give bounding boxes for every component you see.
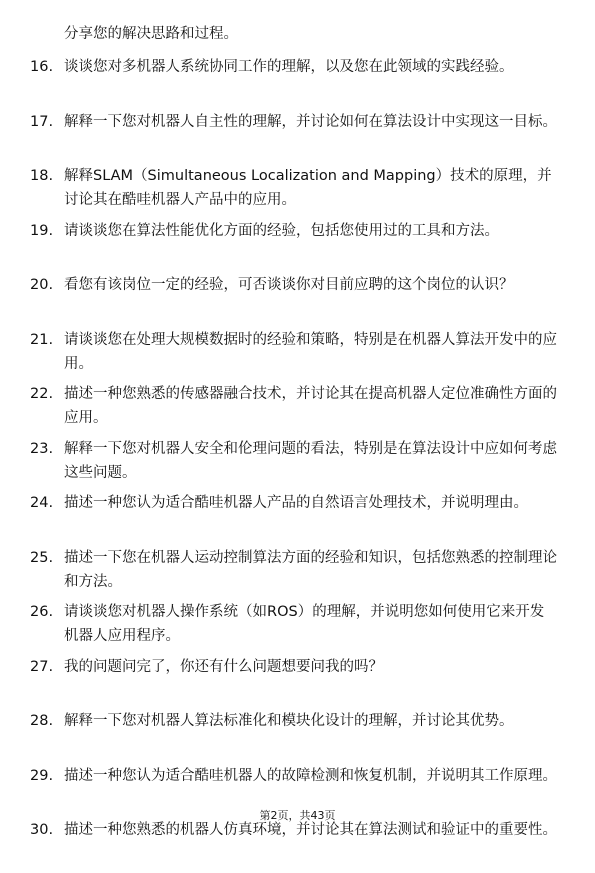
question-number: 24. (30, 495, 54, 511)
question-number: 16. (30, 59, 54, 75)
question-number: 27. (30, 658, 54, 675)
question-text: 请谈谈您在处理大规模数据时的经验和策略，特别是在机器人算法开发中的应用。 (64, 331, 557, 372)
question-item (0, 110, 595, 165)
question-item (0, 55, 595, 110)
question-number: 21. (30, 331, 54, 348)
question-number: 18. (30, 168, 54, 184)
question-number: 30. (30, 822, 54, 838)
question-item (0, 709, 595, 764)
question-item (0, 437, 595, 492)
question-item (0, 382, 595, 437)
page-footer: 第2页，共43页 (259, 809, 336, 822)
question-number: 28. (30, 713, 54, 729)
question-text: 请谈谈您在算法性能优化方面的经验，包括您使用过的工具和方法。 (64, 222, 499, 239)
question-item (0, 219, 595, 274)
question-item (0, 655, 595, 710)
question-text: 谈谈您对多机器人系统协同工作的理解，以及您在此领域的实践经验。 (64, 59, 514, 75)
question-text: 描述一种您熟悉的传感器融合技术，并讨论其在提高机器人定位准确性方面的应用。 (64, 386, 557, 426)
question-text: 解释一下您对机器人算法标准化和模块化设计的理解，并讨论其优势。 (64, 713, 514, 729)
question-text: 解释SLAM（Simultaneous Localization and Mapping）技术的原理，并讨论其在酷哇机器人产品中的应用。 (64, 168, 552, 208)
question-item (0, 818, 595, 873)
question-number: 19. (30, 222, 54, 239)
question-item (0, 328, 595, 383)
question-number: 26. (30, 604, 54, 620)
question-item (0, 164, 595, 219)
question-text: 解释一下您对机器人自主性的理解，并讨论如何在算法设计中实现这一目标。 (64, 113, 557, 130)
question-number: 29. (30, 767, 54, 784)
question-number: 22. (30, 386, 54, 402)
question-text: 解释一下您对机器人安全和伦理问题的看法，特别是在算法设计中应如何考虑这些问题。 (64, 440, 557, 481)
question-list (0, 55, 595, 873)
question-item (0, 546, 595, 601)
question-number: 23. (30, 440, 54, 457)
continuation-text: 分享您的解决思路和过程。 (64, 26, 238, 42)
question-text: 我的问题问完了，你还有什么问题想要问我的吗？ (64, 658, 383, 675)
question-text: 请谈谈您对机器人操作系统（如ROS）的理解，并说明您如何使用它来开发机器人应用程序。 (64, 604, 545, 644)
question-item (0, 491, 595, 546)
question-item (0, 273, 595, 328)
question-text: 描述一种您熟悉的机器人仿真环境，并讨论其在算法测试和验证中的重要性。 (64, 822, 557, 838)
question-number: 17. (30, 113, 54, 130)
question-text: 看您有该岗位一定的经验，可否谈谈你对目前应聘的这个岗位的认识？ (64, 277, 514, 293)
question-text: 描述一种您认为适合酷哇机器人产品的自然语言处理技术，并说明理由。 (64, 495, 528, 511)
question-number: 20. (30, 277, 54, 293)
question-text: 描述一种您认为适合酷哇机器人的故障检测和恢复机制，并说明其工作原理。 (64, 767, 557, 784)
question-number: 25. (30, 549, 54, 566)
question-item (0, 600, 595, 655)
question-text: 描述一下您在机器人运动控制算法方面的经验和知识，包括您熟悉的控制理论和方法。 (64, 549, 557, 590)
